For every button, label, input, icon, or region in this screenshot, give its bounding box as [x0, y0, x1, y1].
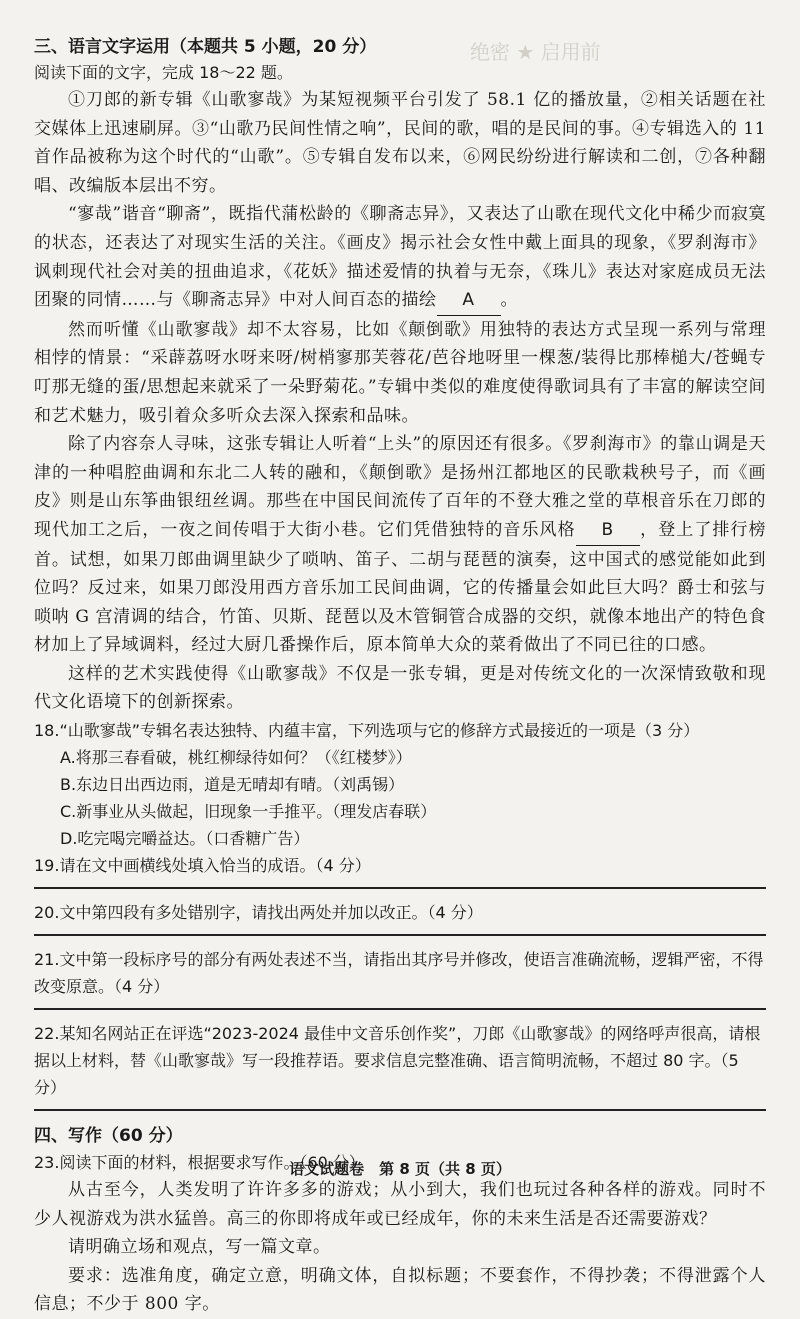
section-3-title: 三、语言文字运用（本题共 5 小题，20 分）	[34, 37, 377, 57]
question-22: 22.某知名网站正在评选“2023-2024 最佳中文音乐创作奖”，刀郎《山歌寥哉》的网络呼声很高，请根据以上材料，替《山歌寥哉》写一段推荐语。要求信息完整准确、语言简明流畅，不超过 80 字。（5 分）	[34, 1024, 761, 1098]
bleed-through-text: 绝密 ★ 启用前	[470, 40, 601, 64]
section-3-instruction: 阅读下面的文字，完成 18～22 题。	[34, 63, 293, 82]
blank-a: A	[437, 286, 501, 316]
question-23: 23.阅读下面的材料，根据要求写作。（60 分）	[34, 1153, 365, 1173]
option-c: C.新事业从头做起，旧现象一手推平。（理发店春联）	[60, 802, 437, 822]
page-footer: 语文试题卷 第 8 页（共 8 页）	[289, 1160, 511, 1178]
paragraph-4-end: ，登上了排行榜首。试想，如果刀郎曲调里缺少了唢呐、笛子、二胡与琵琶的演奏，这中国式的感觉能如此到位吗？反过来，如果刀郎没用西方音乐加工民间曲调，它的传播量会如此巨大吗？爵士和弦与唢呐 G 宫清调的结合，竹笛、贝斯、琵琶以及木管铜管合成器的交织，就像本地出产的特色食材加上了异域调料，经过大厨几番操作后，原本简单大众的菜肴做出了不同已往的口感。	[34, 519, 767, 656]
passage-paragraph-2	[34, 200, 766, 315]
question-21: 21.文中第一段标序号的部分有两处表述不当，请指出其序号并修改，使语言准确流畅，逻辑严密，不得改变原意。（4 分）	[34, 950, 764, 997]
writing-requirement: 要求：选准角度，确定立意，明确文体，自拟标题；不要套作，不得抄袭；不得泄露个人信息；不少于 800 字。	[34, 1265, 766, 1315]
question-19: 19.请在文中画横线处填入恰当的成语。（4 分）	[34, 856, 371, 876]
paragraph-4-text: 除了内容奈人寻味，这张专辑让人听着“上头”的原因还有很多。《罗刹海市》的靠山调是天津的一种唱腔曲调和东北二人转的融和，《颠倒歌》是扬州江都地区的民歌栽秧号子，而《画皮》则是山东筝曲银纽丝调。那些在中国民间流传了百年的不登大雅之堂的草根音乐在刀郎的现代加工之后，一夜之间传唱于大街小巷。它们凭借独特的音乐风格	[34, 434, 766, 540]
answer-line-20	[34, 934, 766, 936]
blank-b: B	[576, 516, 640, 546]
paragraph-2-end: 。	[500, 290, 518, 311]
passage-paragraph-1: ①刀郎的新专辑《山歌寥哉》为某短视频平台引发了 58.1 亿的播放量，②相关话题在社交媒体上迅速刷屏。③“山歌乃民间性情之响”，民间的歌，唱的是民间的事。④专辑选入的 11 首作品被称为这个时代的“山歌”。⑤专辑自发布以来，⑥网民纷纷进行解读和二创，⑦各种翻唱、改编版本层出不穷。	[34, 90, 766, 196]
option-b: B.东边日出西边雨，道是无晴却有晴。（刘禹锡）	[60, 775, 405, 795]
answer-line-21	[34, 1008, 766, 1010]
writing-material: 从古至今，人类发明了许许多多的游戏；从小到大，我们也玩过各种各样的游戏。同时不少人视游戏为洪水猛兽。高三的你即将成年或已经成年，你的未来生活是否还需要游戏？	[34, 1180, 766, 1229]
answer-line-22	[34, 1109, 766, 1111]
answer-line-19	[34, 887, 766, 889]
paragraph-2-text: “寥哉”谐音“聊斋”，既指代蒲松龄的《聊斋志异》，又表达了山歌在现代文化中稀少而寂寞的状态，还表达了对现实生活的关注。《画皮》揭示社会女性中戴上面具的现象，《罗刹海市》讽刺现代社会对美的扭曲追求，《花妖》描述爱情的执着与无奈，《珠儿》表达对家庭成员无法团聚的同情……与《聊斋志异》中对人间百态的描绘	[34, 204, 766, 311]
option-a: A.将那三春看破，桃红柳绿待如何？（《红楼梦》）	[60, 748, 412, 768]
question-18: 18.“山歌寥哉”专辑名表达独特、内蕴丰富，下列选项与它的修辞方式最接近的一项是（3 分）	[34, 721, 700, 741]
passage-paragraph-3: 然而听懂《山歌寥哉》却不太容易，比如《颠倒歌》用独特的表达方式呈现一系列与常理相悖的情景：“采薜荔呀水呀来呀/树梢寥那芙蓉花/芭谷地呀里一棵葱/装得比那棒槌大/苍蝇专叮那无缝的蛋/思想起来就采了一朵野菊花。”专辑中类似的难度使得歌词具有了丰富的解读空间和艺术魅力，吸引着众多听众去深入探索和品味。	[34, 319, 766, 426]
question-20: 20.文中第四段有多处错别字，请找出两处并加以改正。（4 分）	[34, 903, 483, 923]
option-d: D.吃完喝完嚼益达。（口香糖广告）	[60, 829, 310, 849]
writing-instruction: 请明确立场和观点，写一篇文章。	[68, 1237, 331, 1258]
passage-paragraph-4	[34, 430, 766, 660]
passage-paragraph-5: 这样的艺术实践使得《山歌寥哉》不仅是一张专辑，更是对传统文化的一次深情致敬和现代文化语境下的创新探索。	[34, 663, 766, 713]
section-4-title: 四、写作（60 分）	[34, 1126, 183, 1147]
